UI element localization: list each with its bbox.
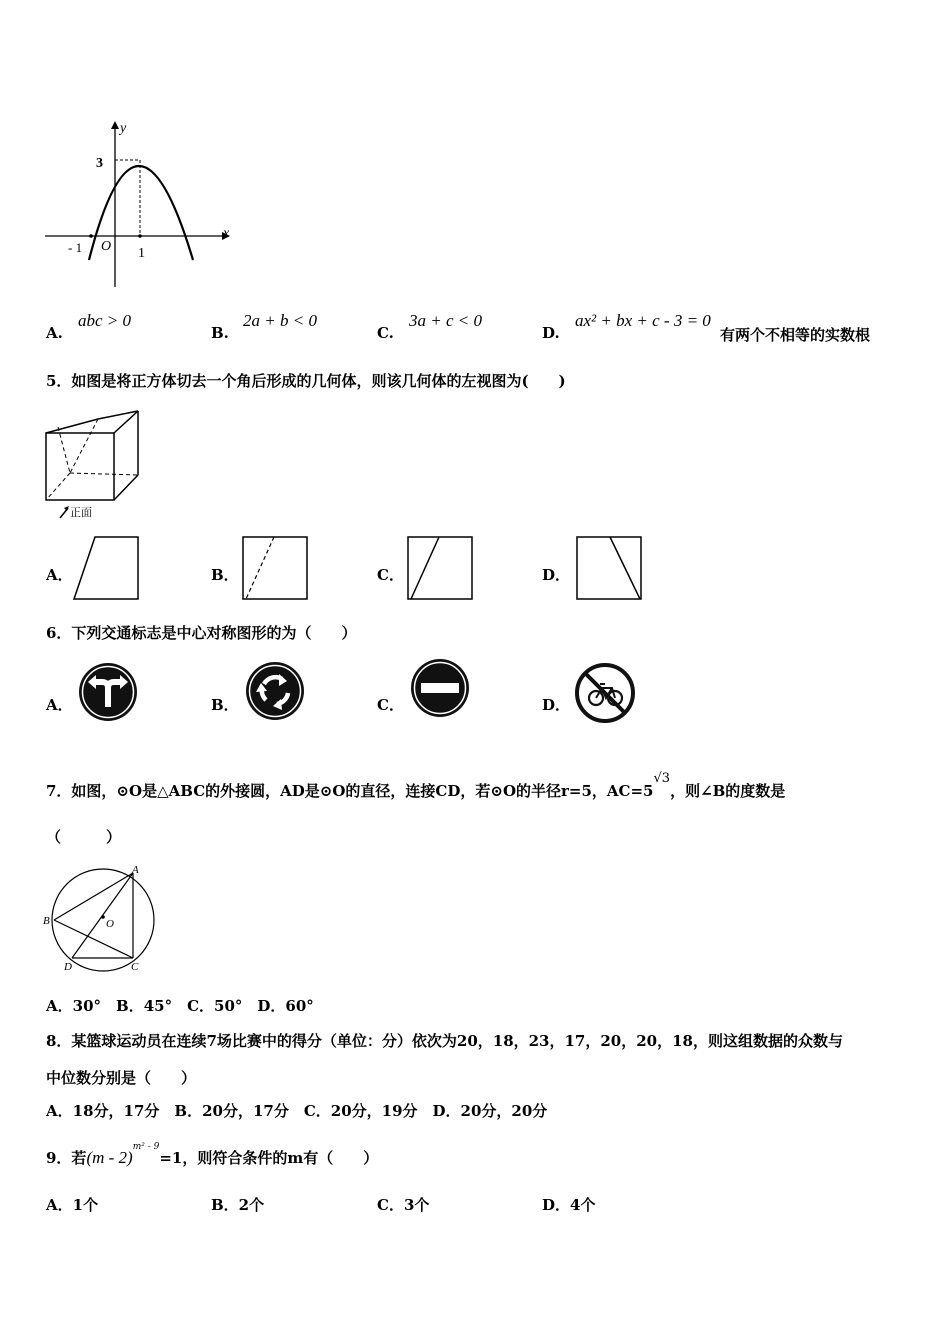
circumcircle [52, 869, 154, 971]
tick-label-1: 1 [138, 246, 145, 261]
x-axis-label: x [223, 226, 230, 241]
sign-roundabout-icon [244, 660, 306, 722]
q4-option-d-suffix: 有两个不相等的实数根 [720, 326, 871, 344]
q7-answer-options: A．30° B．45° C．50° D．60° [46, 997, 314, 1015]
y-axis-label: y [120, 121, 127, 136]
q5-view-b [240, 535, 312, 603]
q6-question-text: 6．下列交通标志是中心对称图形的为（ ） [46, 624, 357, 642]
q6-option-c: C． [377, 696, 404, 714]
q5-option-d: D． [542, 566, 571, 584]
q5-view-c [405, 535, 477, 603]
q7-text-after: ，则∠B的度数是 [670, 782, 786, 800]
front-label: 正面 [70, 507, 92, 519]
q5-option-c: C． [377, 566, 404, 584]
y-axis-arrow-icon [111, 121, 119, 129]
q9-option-a: A．1个 [46, 1196, 99, 1214]
origin-label: O [101, 239, 112, 254]
q6-option-d: D． [542, 696, 571, 714]
tick-label-neg1: - 1 [68, 240, 83, 255]
q5-option-a: A． [46, 566, 73, 584]
point-d-label: D [64, 961, 72, 973]
q9-option-d: D．4个 [542, 1196, 596, 1214]
q7-sqrt-three: √3 [653, 771, 671, 786]
point-b-label: B [43, 915, 50, 927]
sign-turn-left-right-icon [77, 661, 139, 723]
cut-cube-figure [40, 405, 150, 525]
q7-text-main: 7．如图，⊙O是△ABC的外接圆，AD是⊙O的直径，连接CD，若⊙O的半径r=5，AC=5 [46, 782, 654, 800]
q5-view-a [70, 535, 142, 603]
sign-no-entry-icon [409, 657, 471, 719]
peak-value-label: 3 [96, 156, 103, 171]
q6-option-b: B． [211, 696, 239, 714]
q4-option-b-letter: B. [211, 324, 229, 342]
q9-exponent: m² - 9 [132, 1142, 160, 1152]
tick-dot-neg1 [89, 234, 93, 238]
circle-triangle-figure [40, 860, 170, 975]
q9-prefix: 9．若 [46, 1149, 87, 1167]
q5-question-text: 5．如图是将正方体切去一个角后形成的几何体，则该几何体的左视图为( ) [46, 372, 566, 390]
q5-view-d [574, 535, 646, 603]
tick-dot-1 [138, 234, 142, 238]
q7-answer-paren: （ ） [46, 828, 122, 846]
q4-option-c-expr: 3a + c < 0 [409, 311, 482, 330]
q5-option-b: B． [211, 566, 239, 584]
parabola-graph [40, 115, 240, 295]
q8-answer-options: A．18分，17分 B．20分，17分 C．20分，19分 D．20分，20分 [46, 1102, 548, 1120]
q9-base-expr: (m - 2) [86, 1148, 133, 1167]
point-a-label: A [132, 864, 139, 876]
q4-option-d-expr: ax² + bx + c - 3 = 0 [575, 311, 711, 330]
q9-suffix: =1，则符合条件的m有（ ） [159, 1149, 379, 1167]
q4-option-a-letter: A. [46, 324, 63, 342]
cube-front-face [46, 433, 114, 500]
q7-question-text [46, 771, 786, 801]
point-c-label: C [131, 961, 139, 973]
q8-question-line2: 中位数分别是（ ） [46, 1069, 197, 1087]
q4-option-c-letter: C. [377, 324, 394, 342]
q8-question-line1: 8．某篮球运动员在连续7场比赛中的得分（单位：分）依次为20，18，23，17，20，20，18，则这组数据的众数与 [46, 1032, 843, 1050]
q9-option-c: C．3个 [377, 1196, 430, 1214]
q4-option-a-expr: abc > 0 [78, 311, 132, 330]
sign-no-bicycle-icon [574, 662, 636, 724]
q9-question-text [46, 1142, 379, 1168]
point-o-label: O [106, 918, 114, 930]
q4-option-b-expr: 2a + b < 0 [243, 311, 317, 330]
q9-option-b: B．2个 [211, 1196, 265, 1214]
q4-option-d-letter: D. [542, 324, 560, 342]
q6-option-a: A． [46, 696, 73, 714]
